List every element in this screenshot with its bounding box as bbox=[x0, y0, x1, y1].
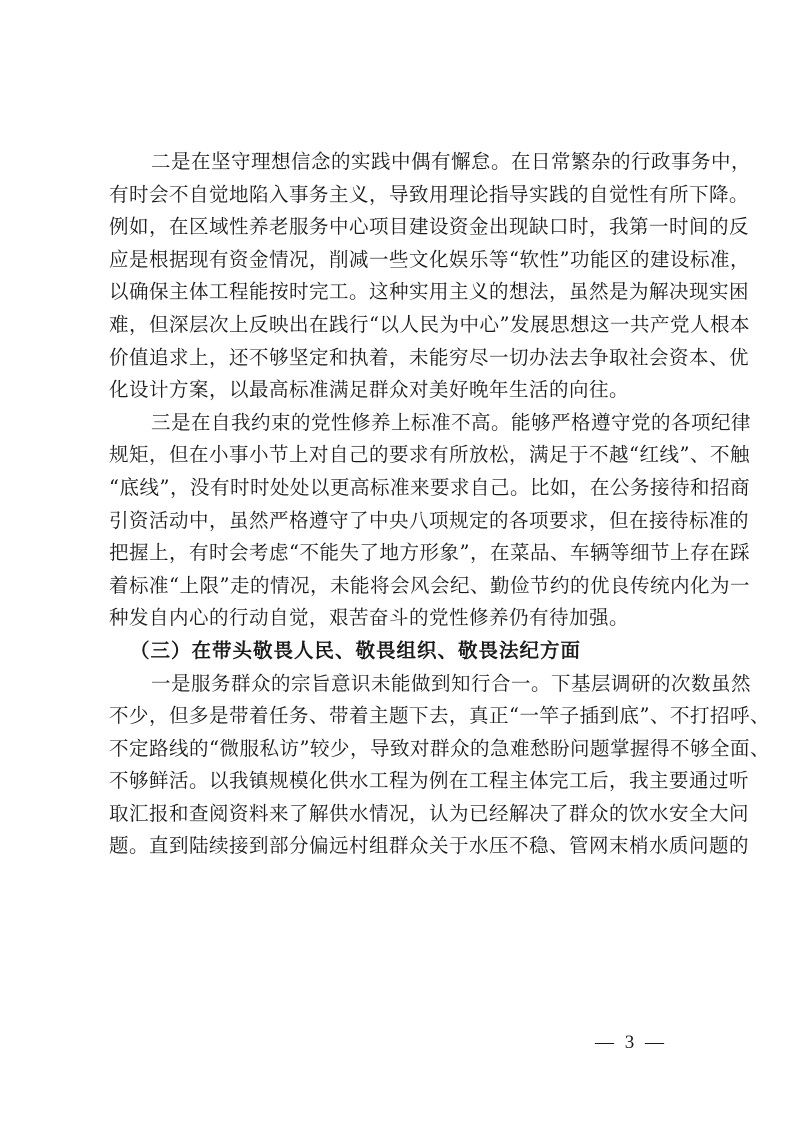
text-line: 以确保主体工程能按时完工。这种实用主义的想法，虽然是为解决现实困 bbox=[109, 280, 750, 304]
text-line: 化设计方案，以最高标准满足群众对美好晚年生活的向往。 bbox=[109, 378, 630, 402]
text-line: 一是服务群众的宗旨意识未能做到知行合一。下基层调研的次数虽然 bbox=[151, 671, 752, 695]
text-line: 种发自内心的行动自觉，艰苦奋斗的党性修养仍有待加强。 bbox=[109, 606, 630, 630]
text-line: 三是在自我约束的党性修养上标准不高。能够严格遵守党的各项纪律 bbox=[151, 410, 752, 434]
text-line: 难，但深层次上反映出在践行“以人民为中心”发展思想这一共产党人根本 bbox=[109, 312, 750, 336]
page-number: — 3 — bbox=[595, 1032, 667, 1053]
text-line: 着标准“上限”走的情况，未能将会风会纪、勤俭节约的优良传统内化为一 bbox=[109, 573, 750, 597]
text-line: 题。直到陆续接到部分偏远村组群众关于水压不稳、管网末梢水质问题的 bbox=[109, 834, 750, 858]
paragraph-self-discipline bbox=[109, 407, 752, 635]
text-line: 不够鲜活。以我镇规模化供水工程为例在工程主体完工后，我主要通过听 bbox=[109, 769, 750, 793]
text-line: 取汇报和查阅资料来了解供水情况，认为已经解决了群众的饮水安全大问 bbox=[109, 801, 750, 825]
paragraph-ideals bbox=[109, 146, 752, 407]
text-line: 把握上，有时会考虑“不能失了地方形象”，在菜品、车辆等细节上存在踩 bbox=[109, 541, 750, 565]
text-line: 引资活动中，虽然严格遵守了中央八项规定的各项要求，但在接待标准的 bbox=[109, 508, 750, 532]
text-line: 例如，在区域性养老服务中心项目建设资金出现缺口时，我第一时间的反 bbox=[109, 215, 750, 239]
text-line: 二是在坚守理想信念的实践中偶有懈怠。在日常繁杂的行政事务中， bbox=[151, 150, 752, 173]
text-line: 应是根据现有资金情况，削减一些文化娱乐等“软性”功能区的建设标准， bbox=[109, 247, 750, 271]
text-line: 不少，但多是带着任务、带着主题下去，真正“一竿子插到底”、不打招呼、 bbox=[109, 704, 770, 728]
text-line: 价值追求上，还不够坚定和执着，未能穷尽一切办法去争取社会资本、优 bbox=[109, 345, 750, 369]
text-line: 不定路线的“微服私访”较少，导致对群众的急难愁盼问题掌握得不够全面、 bbox=[109, 736, 770, 760]
text-line: 规矩，但在小事小节上对自己的要求有所放松，满足于不越“红线”、不触 bbox=[109, 443, 750, 467]
document-body bbox=[109, 146, 770, 863]
section-heading: （三）在带头敬畏人民、敬畏组织、敬畏法纪方面 bbox=[130, 638, 582, 662]
paragraph-serving-people bbox=[109, 668, 770, 864]
text-line: 有时会不自觉地陷入事务主义，导致用理论指导实践的自觉性有所下降。 bbox=[109, 182, 750, 206]
text-line: “底线”，没有时时处处以更高标准来要求自己。比如，在公务接待和招商 bbox=[109, 475, 750, 499]
